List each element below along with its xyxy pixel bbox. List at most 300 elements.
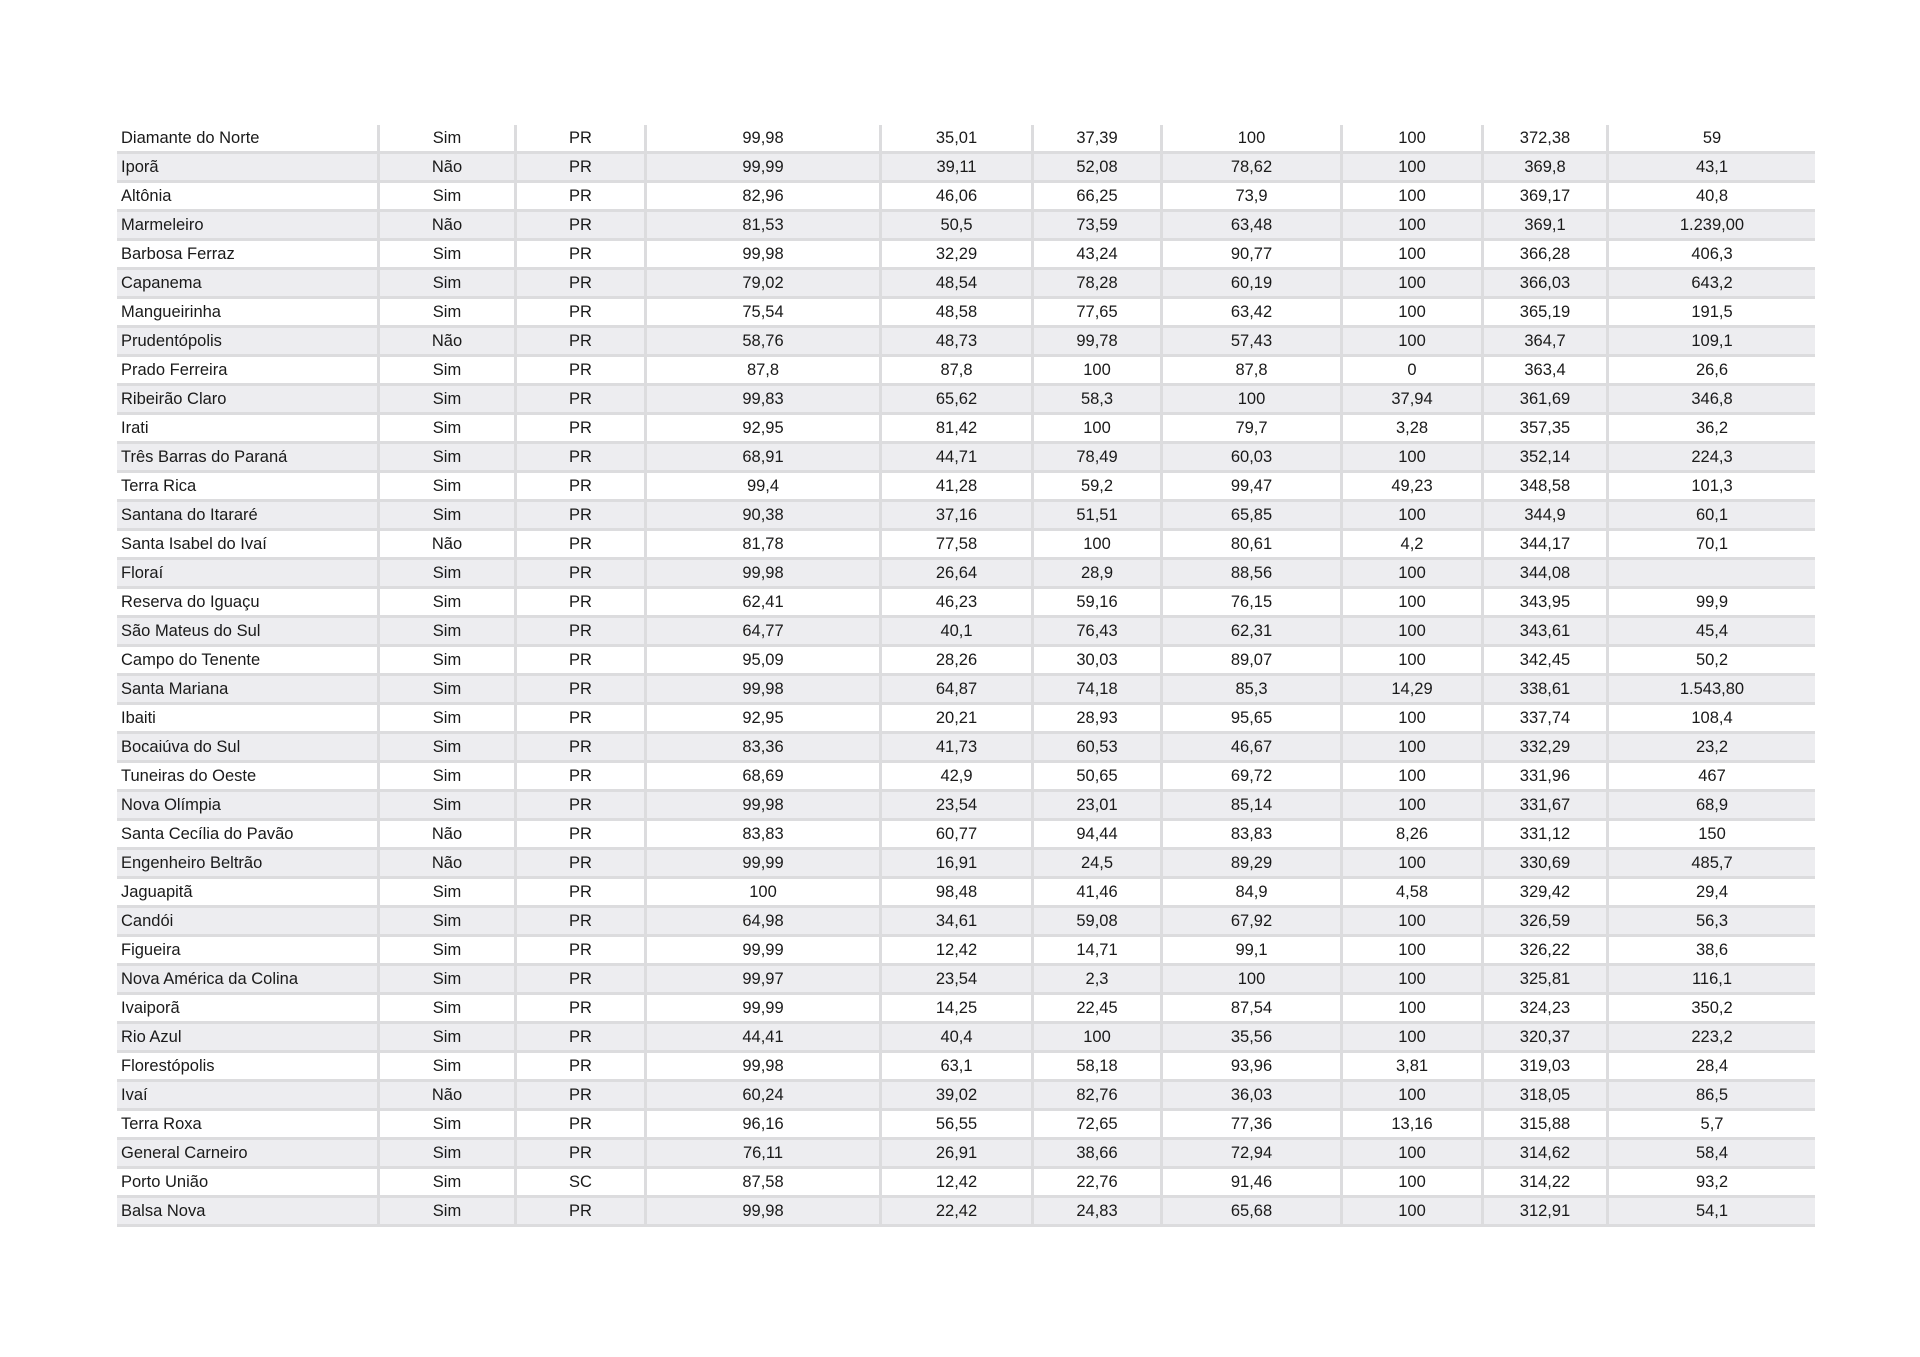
value-3-cell: 100 bbox=[1034, 415, 1163, 444]
state-cell: PR bbox=[517, 1198, 647, 1227]
last-value-cell: 99,9 bbox=[1609, 589, 1815, 618]
last-value-cell: 54,1 bbox=[1609, 1198, 1815, 1227]
value-3-cell: 59,2 bbox=[1034, 473, 1163, 502]
value-4-cell: 73,9 bbox=[1163, 183, 1343, 212]
value-4-cell: 65,85 bbox=[1163, 502, 1343, 531]
value-4-cell: 100 bbox=[1163, 125, 1343, 154]
value-4-cell: 72,94 bbox=[1163, 1140, 1343, 1169]
value-3-cell: 78,28 bbox=[1034, 270, 1163, 299]
value-1-cell: 99,98 bbox=[647, 792, 882, 821]
last-value-cell: 36,2 bbox=[1609, 415, 1815, 444]
value-3-cell: 99,78 bbox=[1034, 328, 1163, 357]
value-2-cell: 26,91 bbox=[882, 1140, 1034, 1169]
table-row bbox=[117, 821, 1815, 850]
value-1-cell: 62,41 bbox=[647, 589, 882, 618]
value-3-cell: 76,43 bbox=[1034, 618, 1163, 647]
value-3-cell: 22,45 bbox=[1034, 995, 1163, 1024]
flag-cell: Sim bbox=[380, 937, 517, 966]
last-value-cell: 101,3 bbox=[1609, 473, 1815, 502]
state-cell: PR bbox=[517, 415, 647, 444]
value-1-cell: 64,98 bbox=[647, 908, 882, 937]
flag-cell: Sim bbox=[380, 183, 517, 212]
municipality-name: Ivaiporã bbox=[117, 995, 380, 1024]
value-4-cell: 60,19 bbox=[1163, 270, 1343, 299]
value-5-cell: 100 bbox=[1343, 850, 1484, 879]
municipality-name: Santa Cecília do Pavão bbox=[117, 821, 380, 850]
value-1-cell: 99,98 bbox=[647, 676, 882, 705]
last-value-cell: 70,1 bbox=[1609, 531, 1815, 560]
value-1-cell: 83,83 bbox=[647, 821, 882, 850]
table-row bbox=[117, 1111, 1815, 1140]
value-3-cell: 78,49 bbox=[1034, 444, 1163, 473]
total-cell: 331,67 bbox=[1484, 792, 1609, 821]
flag-cell: Sim bbox=[380, 241, 517, 270]
table-row bbox=[117, 415, 1815, 444]
table-row bbox=[117, 763, 1815, 792]
municipality-name: Mangueirinha bbox=[117, 299, 380, 328]
value-4-cell: 90,77 bbox=[1163, 241, 1343, 270]
last-value-cell: 86,5 bbox=[1609, 1082, 1815, 1111]
value-1-cell: 99,98 bbox=[647, 241, 882, 270]
total-cell: 338,61 bbox=[1484, 676, 1609, 705]
flag-cell: Sim bbox=[380, 357, 517, 386]
last-value-cell: 45,4 bbox=[1609, 618, 1815, 647]
value-5-cell: 8,26 bbox=[1343, 821, 1484, 850]
last-value-cell: 191,5 bbox=[1609, 299, 1815, 328]
value-3-cell: 73,59 bbox=[1034, 212, 1163, 241]
state-cell: PR bbox=[517, 502, 647, 531]
total-cell: 342,45 bbox=[1484, 647, 1609, 676]
value-5-cell: 100 bbox=[1343, 792, 1484, 821]
table-row bbox=[117, 618, 1815, 647]
last-value-cell: 109,1 bbox=[1609, 328, 1815, 357]
value-1-cell: 99,97 bbox=[647, 966, 882, 995]
state-cell: PR bbox=[517, 560, 647, 589]
state-cell: PR bbox=[517, 241, 647, 270]
last-value-cell: 108,4 bbox=[1609, 705, 1815, 734]
table-row bbox=[117, 995, 1815, 1024]
total-cell: 326,59 bbox=[1484, 908, 1609, 937]
value-4-cell: 83,83 bbox=[1163, 821, 1343, 850]
value-4-cell: 99,47 bbox=[1163, 473, 1343, 502]
total-cell: 344,17 bbox=[1484, 531, 1609, 560]
state-cell: PR bbox=[517, 1140, 647, 1169]
value-1-cell: 99,99 bbox=[647, 995, 882, 1024]
flag-cell: Sim bbox=[380, 966, 517, 995]
value-3-cell: 60,53 bbox=[1034, 734, 1163, 763]
state-cell: PR bbox=[517, 792, 647, 821]
value-5-cell: 100 bbox=[1343, 444, 1484, 473]
municipality-name: Terra Rica bbox=[117, 473, 380, 502]
flag-cell: Não bbox=[380, 850, 517, 879]
value-5-cell: 4,2 bbox=[1343, 531, 1484, 560]
flag-cell: Sim bbox=[380, 676, 517, 705]
total-cell: 320,37 bbox=[1484, 1024, 1609, 1053]
value-5-cell: 100 bbox=[1343, 618, 1484, 647]
flag-cell: Sim bbox=[380, 473, 517, 502]
value-2-cell: 23,54 bbox=[882, 966, 1034, 995]
last-value-cell: 467 bbox=[1609, 763, 1815, 792]
flag-cell: Sim bbox=[380, 908, 517, 937]
municipality-name: Barbosa Ferraz bbox=[117, 241, 380, 270]
value-5-cell: 100 bbox=[1343, 705, 1484, 734]
value-4-cell: 36,03 bbox=[1163, 1082, 1343, 1111]
flag-cell: Sim bbox=[380, 444, 517, 473]
value-2-cell: 12,42 bbox=[882, 937, 1034, 966]
value-1-cell: 82,96 bbox=[647, 183, 882, 212]
value-2-cell: 48,58 bbox=[882, 299, 1034, 328]
municipality-name: Tuneiras do Oeste bbox=[117, 763, 380, 792]
municipality-name: Porto União bbox=[117, 1169, 380, 1198]
total-cell: 352,14 bbox=[1484, 444, 1609, 473]
value-3-cell: 77,65 bbox=[1034, 299, 1163, 328]
last-value-cell: 29,4 bbox=[1609, 879, 1815, 908]
state-cell: PR bbox=[517, 821, 647, 850]
table-row bbox=[117, 1198, 1815, 1227]
value-3-cell: 24,83 bbox=[1034, 1198, 1163, 1227]
value-1-cell: 68,91 bbox=[647, 444, 882, 473]
table-row bbox=[117, 1140, 1815, 1169]
last-value-cell: 59 bbox=[1609, 125, 1815, 154]
flag-cell: Sim bbox=[380, 618, 517, 647]
value-4-cell: 84,9 bbox=[1163, 879, 1343, 908]
value-2-cell: 48,54 bbox=[882, 270, 1034, 299]
value-3-cell: 38,66 bbox=[1034, 1140, 1163, 1169]
municipality-name: Santa Isabel do Ivaí bbox=[117, 531, 380, 560]
state-cell: PR bbox=[517, 125, 647, 154]
value-1-cell: 99,83 bbox=[647, 386, 882, 415]
value-2-cell: 20,21 bbox=[882, 705, 1034, 734]
value-2-cell: 44,71 bbox=[882, 444, 1034, 473]
state-cell: PR bbox=[517, 763, 647, 792]
value-1-cell: 68,69 bbox=[647, 763, 882, 792]
value-4-cell: 95,65 bbox=[1163, 705, 1343, 734]
municipality-name: Irati bbox=[117, 415, 380, 444]
state-cell: PR bbox=[517, 1082, 647, 1111]
table-row bbox=[117, 1053, 1815, 1082]
flag-cell: Sim bbox=[380, 1198, 517, 1227]
value-1-cell: 99,4 bbox=[647, 473, 882, 502]
value-3-cell: 41,46 bbox=[1034, 879, 1163, 908]
table-row bbox=[117, 676, 1815, 705]
state-cell: PR bbox=[517, 705, 647, 734]
value-5-cell: 100 bbox=[1343, 937, 1484, 966]
municipality-name: Balsa Nova bbox=[117, 1198, 380, 1227]
value-5-cell: 100 bbox=[1343, 502, 1484, 531]
total-cell: 343,61 bbox=[1484, 618, 1609, 647]
total-cell: 369,1 bbox=[1484, 212, 1609, 241]
value-3-cell: 43,24 bbox=[1034, 241, 1163, 270]
last-value-cell: 350,2 bbox=[1609, 995, 1815, 1024]
value-1-cell: 95,09 bbox=[647, 647, 882, 676]
value-1-cell: 60,24 bbox=[647, 1082, 882, 1111]
value-2-cell: 16,91 bbox=[882, 850, 1034, 879]
value-1-cell: 99,99 bbox=[647, 937, 882, 966]
last-value-cell: 26,6 bbox=[1609, 357, 1815, 386]
value-4-cell: 57,43 bbox=[1163, 328, 1343, 357]
total-cell: 344,08 bbox=[1484, 560, 1609, 589]
value-5-cell: 4,58 bbox=[1343, 879, 1484, 908]
flag-cell: Sim bbox=[380, 125, 517, 154]
value-5-cell: 37,94 bbox=[1343, 386, 1484, 415]
value-3-cell: 2,3 bbox=[1034, 966, 1163, 995]
flag-cell: Não bbox=[380, 154, 517, 183]
municipality-name: Rio Azul bbox=[117, 1024, 380, 1053]
total-cell: 361,69 bbox=[1484, 386, 1609, 415]
value-5-cell: 100 bbox=[1343, 908, 1484, 937]
value-3-cell: 74,18 bbox=[1034, 676, 1163, 705]
value-1-cell: 76,11 bbox=[647, 1140, 882, 1169]
table-row bbox=[117, 357, 1815, 386]
value-5-cell: 100 bbox=[1343, 125, 1484, 154]
value-5-cell: 3,28 bbox=[1343, 415, 1484, 444]
state-cell: PR bbox=[517, 270, 647, 299]
total-cell: 324,23 bbox=[1484, 995, 1609, 1024]
municipality-name: Iporã bbox=[117, 154, 380, 183]
value-1-cell: 99,98 bbox=[647, 1198, 882, 1227]
value-1-cell: 92,95 bbox=[647, 705, 882, 734]
value-5-cell: 100 bbox=[1343, 1024, 1484, 1053]
total-cell: 329,42 bbox=[1484, 879, 1609, 908]
table-row bbox=[117, 241, 1815, 270]
total-cell: 312,91 bbox=[1484, 1198, 1609, 1227]
table-row bbox=[117, 734, 1815, 763]
last-value-cell: 50,2 bbox=[1609, 647, 1815, 676]
flag-cell: Sim bbox=[380, 502, 517, 531]
table-row bbox=[117, 1169, 1815, 1198]
flag-cell: Não bbox=[380, 821, 517, 850]
state-cell: SC bbox=[517, 1169, 647, 1198]
total-cell: 365,19 bbox=[1484, 299, 1609, 328]
total-cell: 331,12 bbox=[1484, 821, 1609, 850]
value-3-cell: 30,03 bbox=[1034, 647, 1163, 676]
flag-cell: Sim bbox=[380, 647, 517, 676]
value-5-cell: 13,16 bbox=[1343, 1111, 1484, 1140]
total-cell: 363,4 bbox=[1484, 357, 1609, 386]
municipality-name: General Carneiro bbox=[117, 1140, 380, 1169]
state-cell: PR bbox=[517, 908, 647, 937]
value-1-cell: 44,41 bbox=[647, 1024, 882, 1053]
value-2-cell: 26,64 bbox=[882, 560, 1034, 589]
total-cell: 357,35 bbox=[1484, 415, 1609, 444]
flag-cell: Sim bbox=[380, 995, 517, 1024]
state-cell: PR bbox=[517, 154, 647, 183]
flag-cell: Sim bbox=[380, 386, 517, 415]
value-2-cell: 39,02 bbox=[882, 1082, 1034, 1111]
table-row bbox=[117, 473, 1815, 502]
value-5-cell: 100 bbox=[1343, 328, 1484, 357]
total-cell: 318,05 bbox=[1484, 1082, 1609, 1111]
municipality-name: Jaguapitã bbox=[117, 879, 380, 908]
value-2-cell: 42,9 bbox=[882, 763, 1034, 792]
table-row bbox=[117, 705, 1815, 734]
value-1-cell: 83,36 bbox=[647, 734, 882, 763]
flag-cell: Sim bbox=[380, 1024, 517, 1053]
value-2-cell: 60,77 bbox=[882, 821, 1034, 850]
state-cell: PR bbox=[517, 1024, 647, 1053]
value-1-cell: 64,77 bbox=[647, 618, 882, 647]
value-2-cell: 28,26 bbox=[882, 647, 1034, 676]
state-cell: PR bbox=[517, 386, 647, 415]
value-4-cell: 93,96 bbox=[1163, 1053, 1343, 1082]
value-2-cell: 77,58 bbox=[882, 531, 1034, 560]
value-3-cell: 58,3 bbox=[1034, 386, 1163, 415]
total-cell: 343,95 bbox=[1484, 589, 1609, 618]
state-cell: PR bbox=[517, 879, 647, 908]
value-1-cell: 81,78 bbox=[647, 531, 882, 560]
flag-cell: Sim bbox=[380, 589, 517, 618]
table-row bbox=[117, 299, 1815, 328]
municipality-name: Florestópolis bbox=[117, 1053, 380, 1082]
municipality-name: Três Barras do Paraná bbox=[117, 444, 380, 473]
value-4-cell: 35,56 bbox=[1163, 1024, 1343, 1053]
last-value-cell: 150 bbox=[1609, 821, 1815, 850]
value-4-cell: 77,36 bbox=[1163, 1111, 1343, 1140]
state-cell: PR bbox=[517, 444, 647, 473]
table-row bbox=[117, 966, 1815, 995]
table-row bbox=[117, 444, 1815, 473]
value-2-cell: 14,25 bbox=[882, 995, 1034, 1024]
state-cell: PR bbox=[517, 212, 647, 241]
value-5-cell: 100 bbox=[1343, 212, 1484, 241]
flag-cell: Sim bbox=[380, 879, 517, 908]
value-4-cell: 46,67 bbox=[1163, 734, 1343, 763]
total-cell: 314,62 bbox=[1484, 1140, 1609, 1169]
total-cell: 332,29 bbox=[1484, 734, 1609, 763]
value-5-cell: 100 bbox=[1343, 1082, 1484, 1111]
last-value-cell: 116,1 bbox=[1609, 966, 1815, 995]
municipality-name: Candói bbox=[117, 908, 380, 937]
state-cell: PR bbox=[517, 1111, 647, 1140]
last-value-cell bbox=[1609, 560, 1815, 589]
state-cell: PR bbox=[517, 299, 647, 328]
municipality-name: Ibaiti bbox=[117, 705, 380, 734]
flag-cell: Não bbox=[380, 328, 517, 357]
value-2-cell: 22,42 bbox=[882, 1198, 1034, 1227]
value-5-cell: 49,23 bbox=[1343, 473, 1484, 502]
value-1-cell: 100 bbox=[647, 879, 882, 908]
total-cell: 369,17 bbox=[1484, 183, 1609, 212]
value-4-cell: 79,7 bbox=[1163, 415, 1343, 444]
value-4-cell: 63,42 bbox=[1163, 299, 1343, 328]
value-2-cell: 64,87 bbox=[882, 676, 1034, 705]
value-3-cell: 58,18 bbox=[1034, 1053, 1163, 1082]
value-2-cell: 98,48 bbox=[882, 879, 1034, 908]
value-3-cell: 72,65 bbox=[1034, 1111, 1163, 1140]
value-5-cell: 100 bbox=[1343, 1198, 1484, 1227]
value-4-cell: 88,56 bbox=[1163, 560, 1343, 589]
flag-cell: Sim bbox=[380, 270, 517, 299]
value-5-cell: 100 bbox=[1343, 763, 1484, 792]
state-cell: PR bbox=[517, 328, 647, 357]
value-4-cell: 69,72 bbox=[1163, 763, 1343, 792]
last-value-cell: 38,6 bbox=[1609, 937, 1815, 966]
value-2-cell: 35,01 bbox=[882, 125, 1034, 154]
value-1-cell: 96,16 bbox=[647, 1111, 882, 1140]
total-cell: 369,8 bbox=[1484, 154, 1609, 183]
value-4-cell: 62,31 bbox=[1163, 618, 1343, 647]
municipality-name: Nova Olímpia bbox=[117, 792, 380, 821]
flag-cell: Sim bbox=[380, 1053, 517, 1082]
value-2-cell: 48,73 bbox=[882, 328, 1034, 357]
value-3-cell: 100 bbox=[1034, 1024, 1163, 1053]
value-4-cell: 67,92 bbox=[1163, 908, 1343, 937]
value-4-cell: 63,48 bbox=[1163, 212, 1343, 241]
municipality-name: Campo do Tenente bbox=[117, 647, 380, 676]
value-2-cell: 50,5 bbox=[882, 212, 1034, 241]
value-4-cell: 87,8 bbox=[1163, 357, 1343, 386]
value-3-cell: 14,71 bbox=[1034, 937, 1163, 966]
value-3-cell: 28,9 bbox=[1034, 560, 1163, 589]
state-cell: PR bbox=[517, 1053, 647, 1082]
total-cell: 315,88 bbox=[1484, 1111, 1609, 1140]
table-row bbox=[117, 589, 1815, 618]
total-cell: 319,03 bbox=[1484, 1053, 1609, 1082]
flag-cell: Sim bbox=[380, 1140, 517, 1169]
value-3-cell: 24,5 bbox=[1034, 850, 1163, 879]
total-cell: 330,69 bbox=[1484, 850, 1609, 879]
table-row bbox=[117, 212, 1815, 241]
state-cell: PR bbox=[517, 966, 647, 995]
municipality-name: Marmeleiro bbox=[117, 212, 380, 241]
total-cell: 372,38 bbox=[1484, 125, 1609, 154]
state-cell: PR bbox=[517, 357, 647, 386]
municipality-name: Santana do Itararé bbox=[117, 502, 380, 531]
last-value-cell: 56,3 bbox=[1609, 908, 1815, 937]
flag-cell: Sim bbox=[380, 560, 517, 589]
value-3-cell: 52,08 bbox=[1034, 154, 1163, 183]
flag-cell: Sim bbox=[380, 1111, 517, 1140]
last-value-cell: 224,3 bbox=[1609, 444, 1815, 473]
municipality-name: São Mateus do Sul bbox=[117, 618, 380, 647]
flag-cell: Não bbox=[380, 212, 517, 241]
table-body bbox=[117, 125, 1815, 1227]
table-row bbox=[117, 1082, 1815, 1111]
state-cell: PR bbox=[517, 618, 647, 647]
table-row bbox=[117, 270, 1815, 299]
value-5-cell: 100 bbox=[1343, 1169, 1484, 1198]
value-5-cell: 100 bbox=[1343, 183, 1484, 212]
total-cell: 326,22 bbox=[1484, 937, 1609, 966]
value-2-cell: 40,1 bbox=[882, 618, 1034, 647]
table-row bbox=[117, 531, 1815, 560]
value-1-cell: 92,95 bbox=[647, 415, 882, 444]
last-value-cell: 5,7 bbox=[1609, 1111, 1815, 1140]
value-5-cell: 100 bbox=[1343, 966, 1484, 995]
value-2-cell: 56,55 bbox=[882, 1111, 1034, 1140]
flag-cell: Não bbox=[380, 531, 517, 560]
value-2-cell: 87,8 bbox=[882, 357, 1034, 386]
flag-cell: Sim bbox=[380, 763, 517, 792]
total-cell: 348,58 bbox=[1484, 473, 1609, 502]
value-1-cell: 81,53 bbox=[647, 212, 882, 241]
value-3-cell: 100 bbox=[1034, 357, 1163, 386]
value-4-cell: 91,46 bbox=[1163, 1169, 1343, 1198]
last-value-cell: 346,8 bbox=[1609, 386, 1815, 415]
total-cell: 366,03 bbox=[1484, 270, 1609, 299]
table-row bbox=[117, 908, 1815, 937]
municipality-name: Santa Mariana bbox=[117, 676, 380, 705]
last-value-cell: 485,7 bbox=[1609, 850, 1815, 879]
total-cell: 331,96 bbox=[1484, 763, 1609, 792]
value-3-cell: 59,08 bbox=[1034, 908, 1163, 937]
value-2-cell: 63,1 bbox=[882, 1053, 1034, 1082]
table-row bbox=[117, 560, 1815, 589]
value-4-cell: 89,29 bbox=[1163, 850, 1343, 879]
value-5-cell: 0 bbox=[1343, 357, 1484, 386]
value-5-cell: 100 bbox=[1343, 154, 1484, 183]
table-row bbox=[117, 183, 1815, 212]
